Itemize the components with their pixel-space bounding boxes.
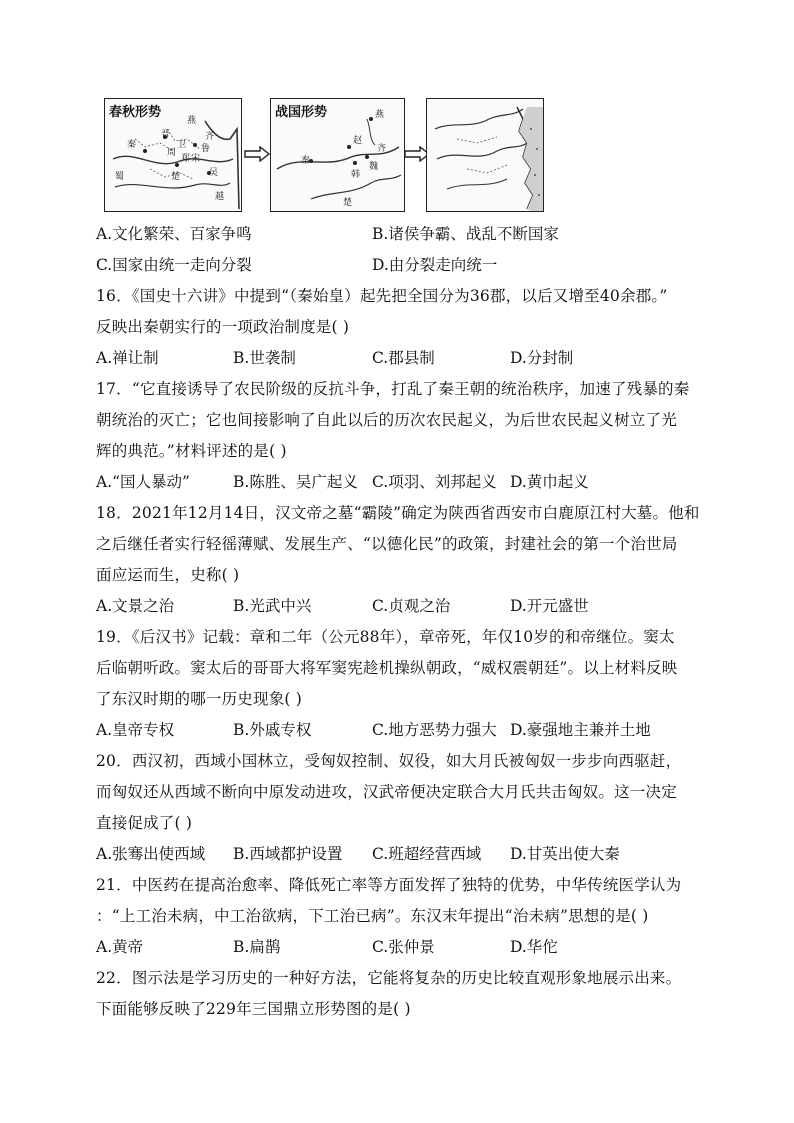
q18-option-d[interactable]: D.开元盛世 xyxy=(510,597,589,615)
q20-option-c[interactable]: C.班超经营西域 xyxy=(372,845,482,863)
map-label: 赵 xyxy=(353,136,363,146)
warring-states-map-title: 战国形势 xyxy=(275,105,328,120)
map-label: 韩 xyxy=(351,170,361,180)
q21-option-b[interactable]: B.扁鹊 xyxy=(233,938,281,956)
q20-stem-line: 20．西汉初，西域小国林立，受匈奴控制、奴役，如大月氏被匈奴一步步向西驱赶， xyxy=(96,752,682,770)
map-label: 魏 xyxy=(369,162,379,172)
history-maps-row xyxy=(104,98,544,214)
map-label: 晋 xyxy=(161,130,171,140)
q16-option-d[interactable]: D.分封制 xyxy=(510,349,574,367)
q21-stem-line: ：“上工治未病，中工治欲病，下工治已病”。东汉末年提出“治未病”思想的是( ) xyxy=(96,907,649,925)
q21-option-a[interactable]: A.黄帝 xyxy=(96,938,144,956)
map-label: 楚 xyxy=(343,198,353,208)
q20-option-a[interactable]: A.张骞出使西域 xyxy=(96,845,206,863)
q19-stem-line: 后临朝听政。窦太后的哥哥大将军窦宪趁机操纵朝政，“威权震朝廷”。以上材料反映 xyxy=(96,659,678,677)
map-label: 郑 xyxy=(181,154,191,164)
map-label: 蜀 xyxy=(115,172,125,182)
map-label: 卫 xyxy=(177,140,187,150)
q18-stem-line: 之后继任者实行轻徭薄赋、发展生产、“以德化民”的政策，封建社会的第一个治世局 xyxy=(96,535,678,553)
q20-option-d[interactable]: D.甘英出使大秦 xyxy=(510,845,620,863)
q18-stem-line: 18．2021年12月14日，汉文帝之墓“霸陵”确定为陕西省西安市白鹿原江村大墓。他和 xyxy=(96,504,700,522)
q21-option-d[interactable]: D.华佗 xyxy=(510,938,558,956)
map-label: 燕 xyxy=(187,116,197,126)
q20-stem-line: 直接促成了( ) xyxy=(96,814,193,832)
q15-option-b[interactable]: B.诸侯争霸、战乱不断国家 xyxy=(372,225,559,243)
q18-option-b[interactable]: B.光武中兴 xyxy=(233,597,312,615)
q22-stem-line: 下面能够反映了229年三国鼎立形势图的是( ) xyxy=(96,1000,411,1018)
map-label: 齐 xyxy=(377,144,387,154)
q16-option-b[interactable]: B.世袭制 xyxy=(233,349,296,367)
q17-option-b[interactable]: B.陈胜、吴广起义 xyxy=(233,473,358,491)
spring-autumn-map xyxy=(104,98,242,212)
q16-stem-line: 16．《国史十六讲》中提到“（秦始皇）起先把全国分为36郡，以后又增至40余郡。” xyxy=(96,287,668,305)
q16-option-c[interactable]: C.郡县制 xyxy=(372,349,435,367)
map-label: 秦 xyxy=(127,140,137,150)
q19-option-d[interactable]: D.豪强地主兼并土地 xyxy=(510,721,651,739)
q15-option-c[interactable]: C.国家由统一走向分裂 xyxy=(96,256,252,274)
map-label: 宋 xyxy=(191,154,201,164)
q19-option-c[interactable]: C.地方恶势力强大 xyxy=(372,721,497,739)
q18-option-c[interactable]: C.贞观之治 xyxy=(372,597,451,615)
map-label: 越 xyxy=(215,192,225,202)
q20-option-b[interactable]: B.西域都护设置 xyxy=(233,845,343,863)
spring-autumn-map-title: 春秋形势 xyxy=(109,105,162,120)
warring-states-map xyxy=(270,98,405,212)
map-label: 齐 xyxy=(205,132,215,142)
q19-option-b[interactable]: B.外戚专权 xyxy=(233,721,312,739)
map-label: 楚 xyxy=(171,172,181,182)
q19-stem-line: 19．《后汉书》记载：章和二年（公元88年），章帝死，年仅10岁的和帝继位。窦太 xyxy=(96,628,675,646)
q17-stem-line: 辉的典范。”材料评述的是( ) xyxy=(96,442,287,460)
map-label: 燕 xyxy=(375,110,385,120)
arrow-right-icon xyxy=(244,146,270,162)
q15-option-d[interactable]: D.由分裂走向统一 xyxy=(372,256,498,274)
q20-stem-line: 而匈奴还从西域不断向中原发动进攻，汉武帝便决定联合大月氏共击匈奴。这一决定 xyxy=(96,783,677,801)
q16-stem-line: 反映出秦朝实行的一项政治制度是( ) xyxy=(96,318,350,336)
q19-option-a[interactable]: A.皇帝专权 xyxy=(96,721,175,739)
q19-stem-line: 了东汉时期的哪一历史现象( ) xyxy=(96,690,303,708)
q22-stem-line: 22．图示法是学习历史的一种好方法，它能将复杂的历史比较直观形象地展示出来。 xyxy=(96,969,682,987)
q17-option-c[interactable]: C.项羽、刘邦起义 xyxy=(372,473,497,491)
map-label: 鲁 xyxy=(201,144,211,154)
map-label: 吴 xyxy=(209,168,219,178)
q15-option-a[interactable]: A.文化繁荣、百家争鸣 xyxy=(96,225,252,243)
q17-stem-line: 17．“它直接诱导了农民阶级的反抗斗争，打乱了秦王朝的统治秩序，加速了残暴的秦 xyxy=(96,380,690,398)
q17-stem-line: 朝统治的灭亡；它也间接影响了自此以后的历次农民起义，为后世农民起义树立了光 xyxy=(96,411,677,429)
map-label: 秦 xyxy=(301,156,311,166)
q17-option-a[interactable]: A.“国人暴动” xyxy=(96,473,190,491)
unified-state-map xyxy=(426,98,544,212)
map-label: 周 xyxy=(167,148,177,158)
q21-stem-line: 21．中医药在提高治愈率、降低死亡率等方面发挥了独特的优势，中华传统医学认为 xyxy=(96,876,682,894)
q18-option-a[interactable]: A.文景之治 xyxy=(96,597,175,615)
q16-option-a[interactable]: A.禅让制 xyxy=(96,349,159,367)
q21-option-c[interactable]: C.张仲景 xyxy=(372,938,435,956)
q17-option-d[interactable]: D.黄巾起义 xyxy=(510,473,589,491)
q18-stem-line: 面应运而生，史称( ) xyxy=(96,566,240,584)
unified-state-map-drawing xyxy=(427,99,545,213)
